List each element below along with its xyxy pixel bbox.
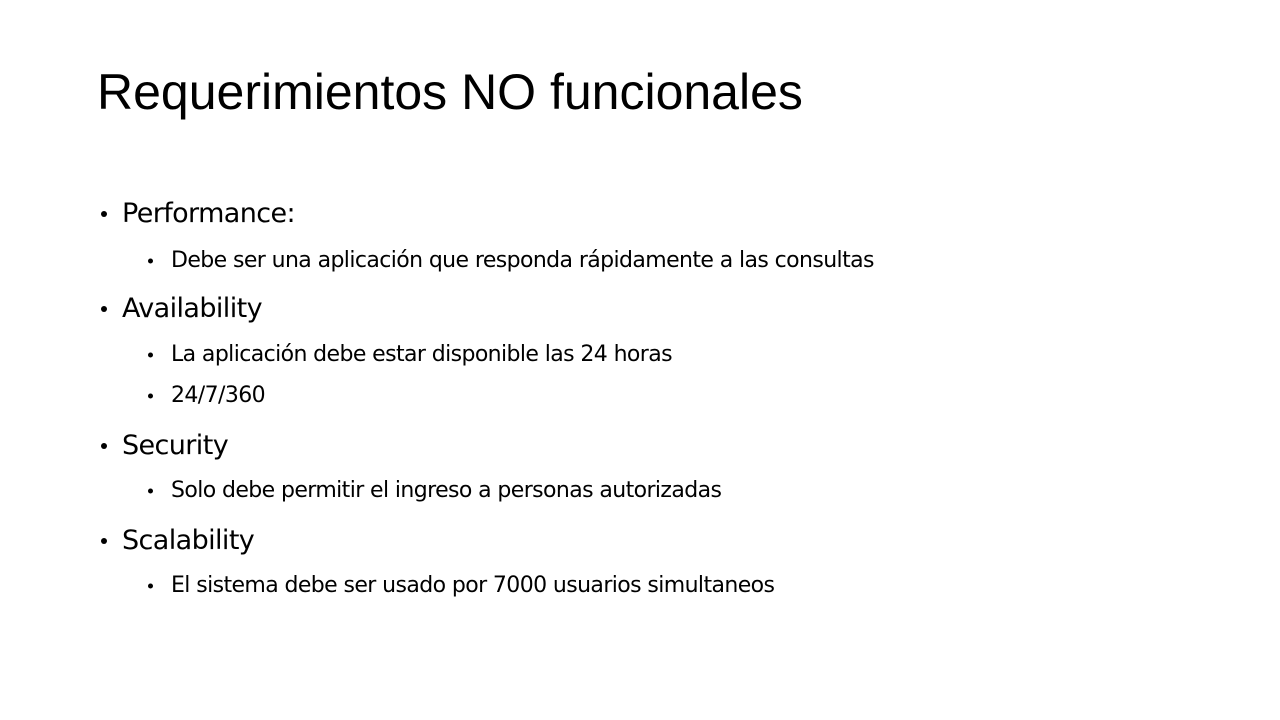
sub-item — [171, 344, 672, 366]
section-heading-availability — [122, 295, 262, 322]
section-heading-text: Scalability — [122, 525, 255, 556]
sub-item — [171, 385, 265, 407]
sub-item-text: La aplicación debe estar disponible las 24 horas — [171, 342, 672, 367]
section-heading-text: Security — [122, 430, 229, 461]
bullet-icon — [101, 306, 107, 312]
sub-item — [171, 480, 721, 502]
section-heading-scalability — [122, 527, 254, 554]
sub-item-text: 24/7/360 — [171, 383, 266, 408]
bullet-icon — [148, 353, 153, 358]
bullet-icon — [101, 538, 107, 544]
bullet-icon — [101, 443, 107, 449]
section-heading-security — [122, 432, 228, 459]
bullet-icon — [148, 259, 153, 264]
slide-title: Requerimientos NO funcionales — [97, 64, 803, 120]
sub-item-text: Solo debe permitir el ingreso a personas autorizadas — [171, 478, 722, 503]
bullet-icon — [101, 211, 107, 217]
bullet-icon — [148, 584, 153, 589]
sub-item-text: El sistema debe ser usado por 7000 usuarios simultaneos — [171, 573, 775, 598]
section-heading-text: Performance: — [122, 198, 295, 229]
sub-item-text: Debe ser una aplicación que responda rápidamente a las consultas — [171, 248, 874, 273]
section-heading-text: Availability — [122, 293, 262, 324]
sub-item — [171, 575, 774, 597]
sub-item — [171, 250, 874, 272]
section-heading-performance — [122, 200, 295, 227]
bullet-icon — [148, 489, 153, 494]
bullet-icon — [148, 394, 153, 399]
